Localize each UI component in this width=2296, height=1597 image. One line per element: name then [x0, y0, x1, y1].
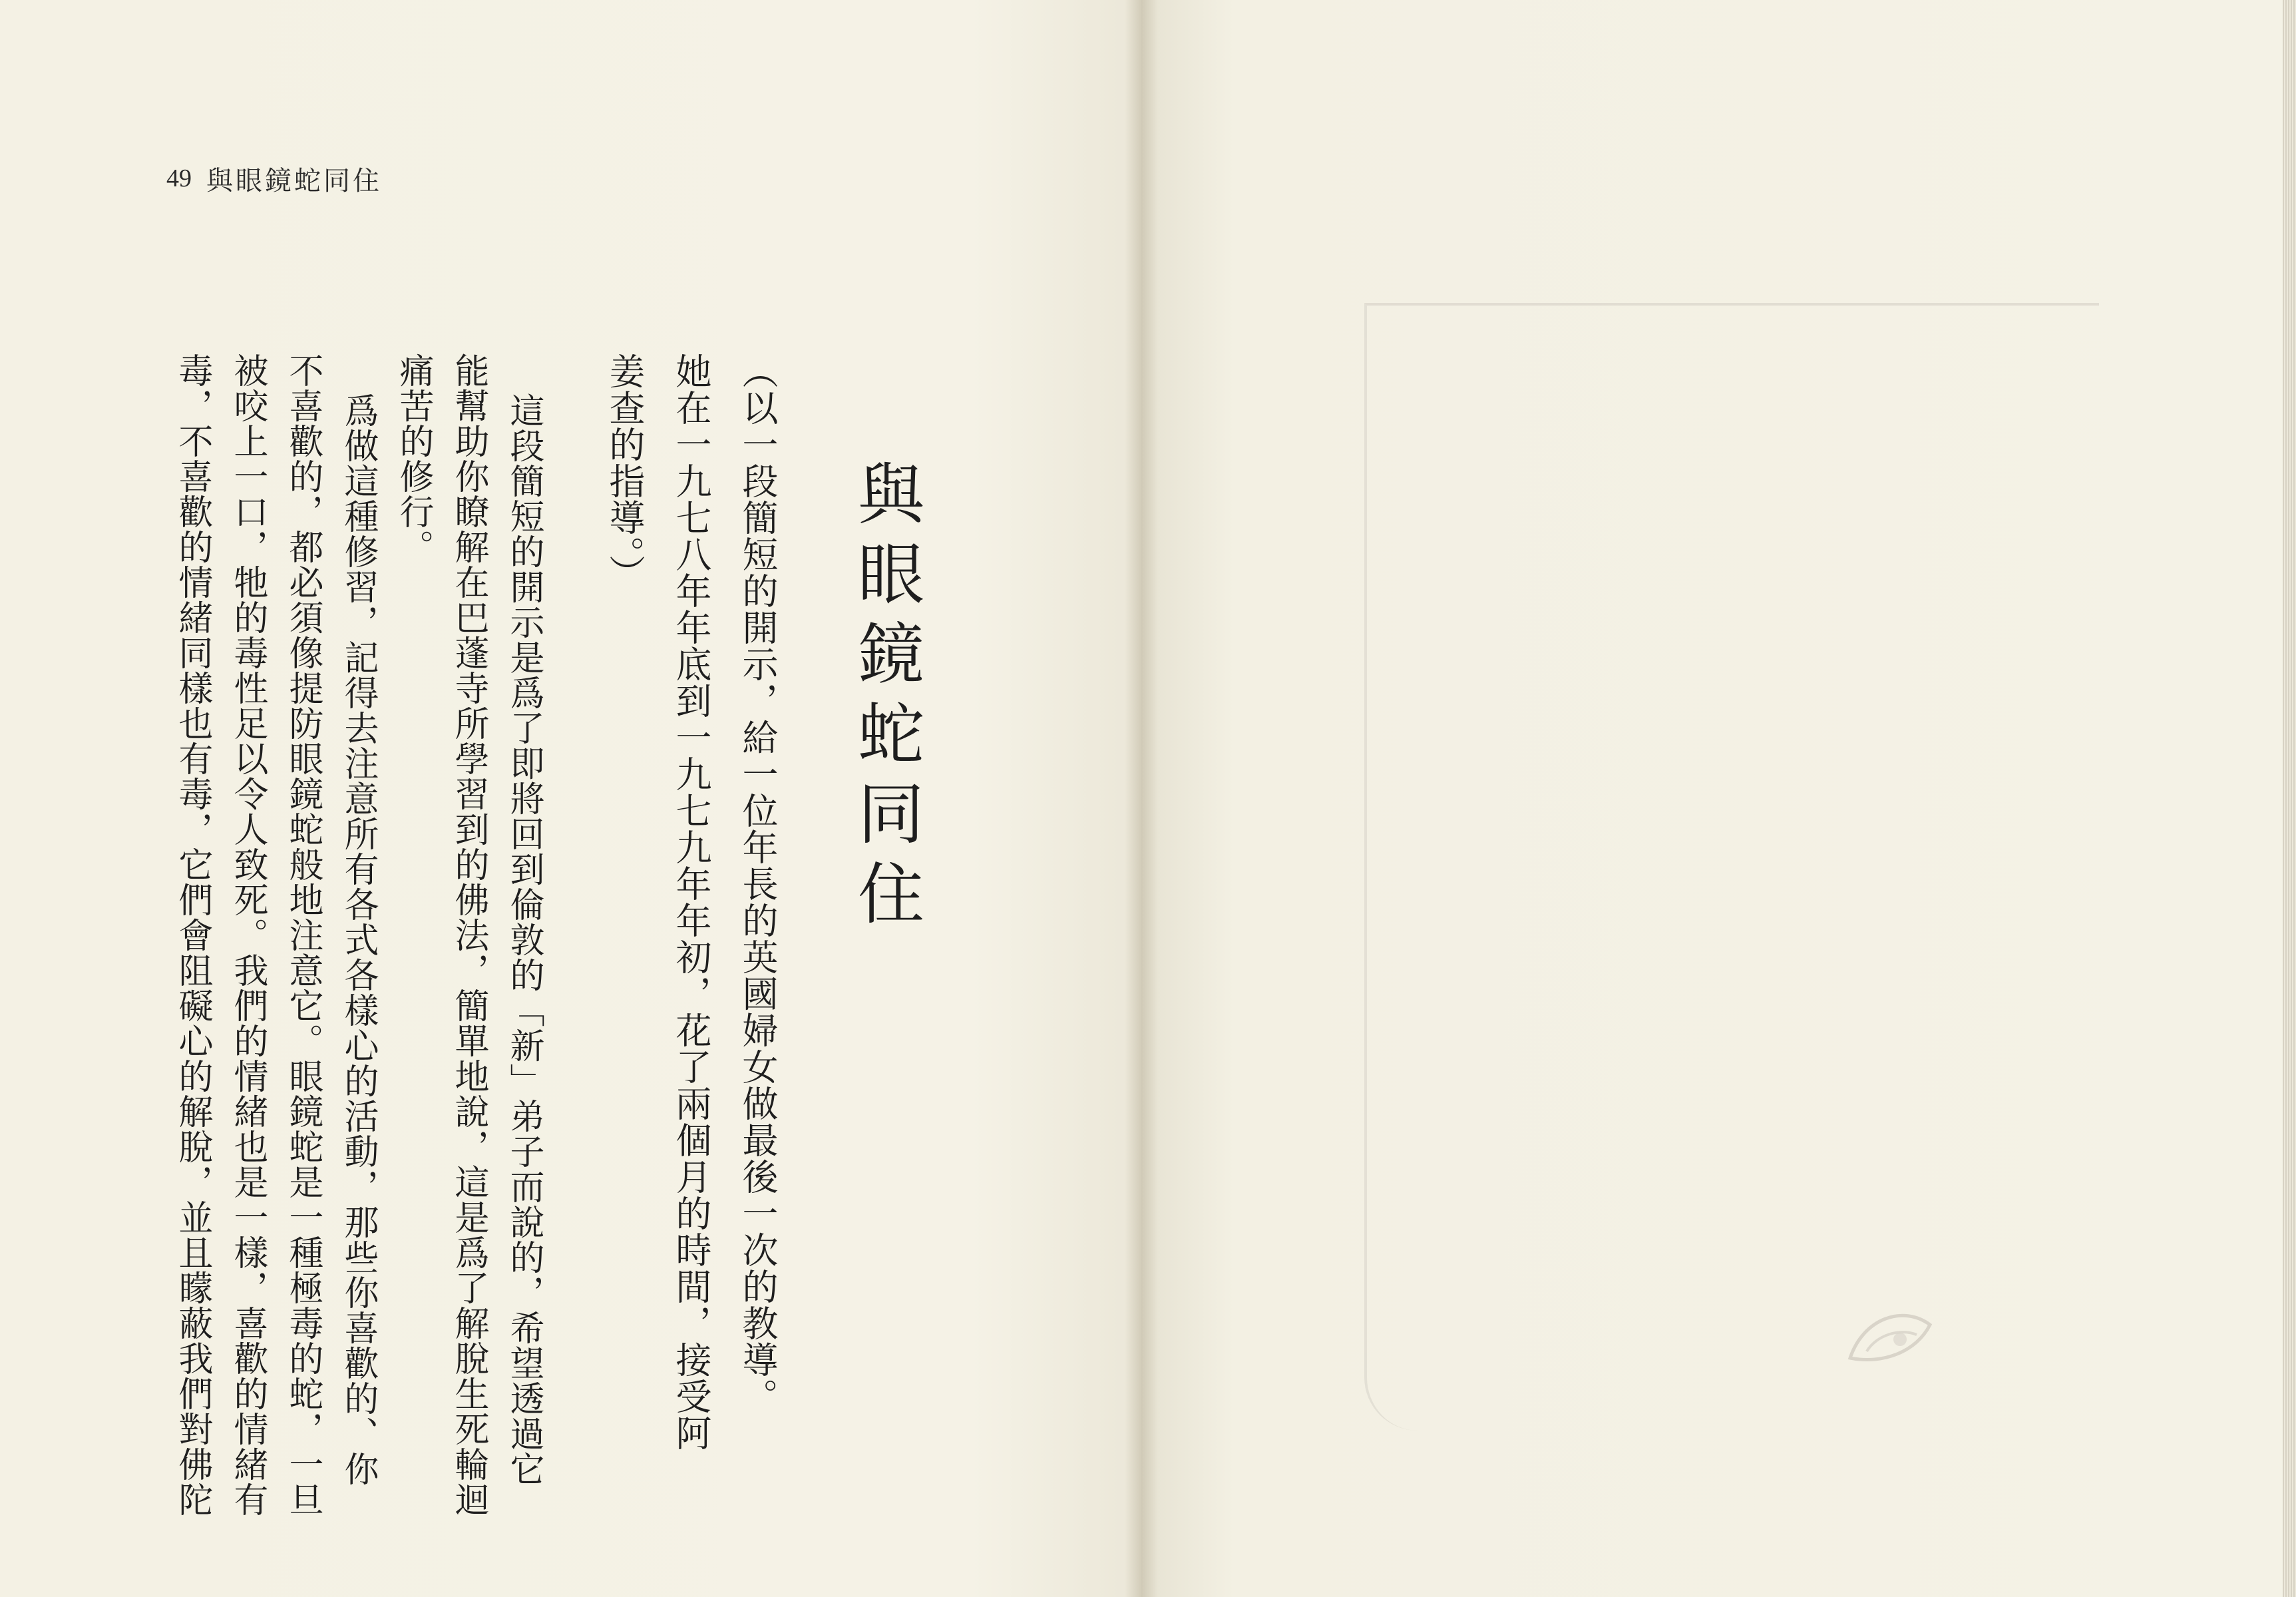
flower-ornament-icon	[1837, 1278, 1943, 1378]
page-edges	[2283, 0, 2296, 1597]
body-line: 不喜歡的，都必須像提防眼鏡蛇般地注意它。眼鏡蛇是一種極毒的蛇，一旦	[283, 353, 323, 1517]
intro-line: 姜查的指導。）	[604, 353, 646, 591]
body-line: 能幫助你瞭解在巴蓬寺所學習到的佛法，簡單地說，這是爲了解脫生死輪迴	[449, 353, 488, 1517]
body-line: 痛苦的修行。	[393, 353, 433, 565]
bleed-through-frame	[1364, 303, 2099, 1431]
running-head-title: 與眼鏡蛇同住	[206, 165, 382, 196]
chapter-title: 與眼鏡蛇同住	[847, 459, 924, 939]
body-line: 被咬上一口，牠的毒性足以令人致死。我們的情緒也是一樣，喜歡的情緒有	[228, 353, 268, 1517]
book-gutter	[1125, 0, 1158, 1597]
body-line: 爲做這種修習，記得去注意所有各式各樣心的活動，那些你喜歡的、你	[338, 393, 378, 1486]
page-number: 49	[166, 164, 192, 192]
intro-line: （以一段簡短的開示，給一位年長的英國婦女做最後一次的教導。	[737, 353, 779, 1415]
left-page	[0, 0, 1141, 1597]
intro-line: 她在一九七八年年底到一九七九年年初，花了兩個月的時間，接受阿	[670, 353, 712, 1451]
body-line: 這段簡短的開示是爲了即將回到倫敦的「新」弟子而說的，希望透過它	[504, 393, 544, 1486]
body-line: 毒，不喜歡的情緒同樣也有毒，它們會阻礙心的解脫，並且矇蔽我們對佛陀	[172, 353, 212, 1517]
running-head	[166, 158, 382, 198]
